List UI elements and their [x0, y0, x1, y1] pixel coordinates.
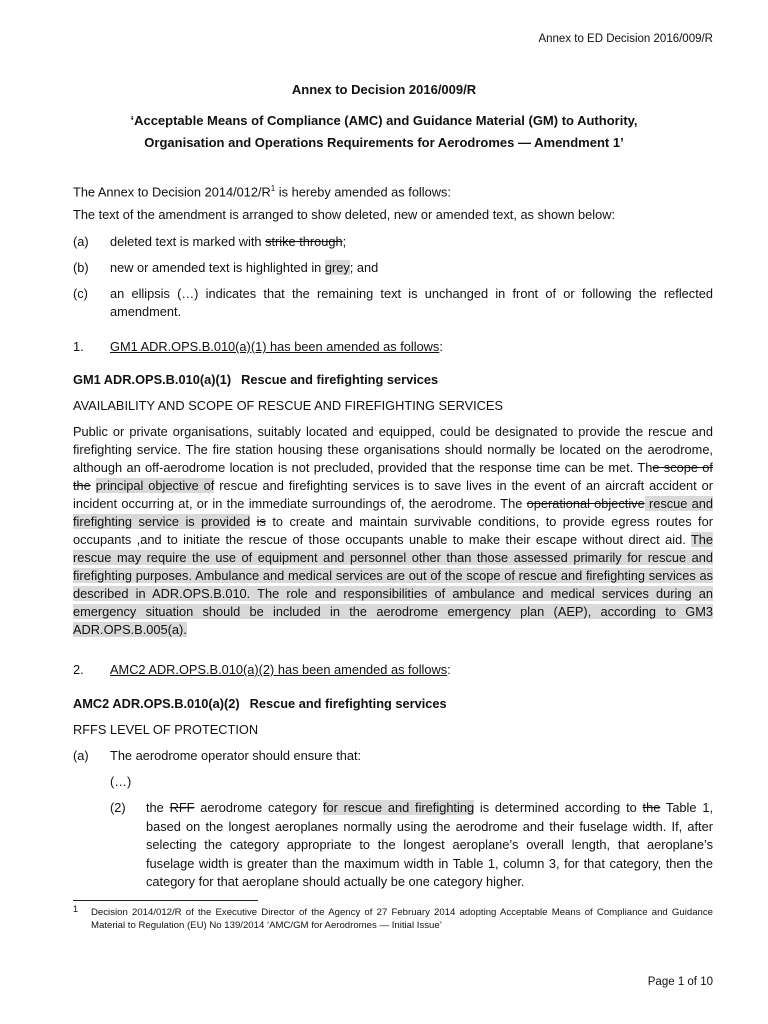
amc-subitem-2 — [110, 799, 713, 892]
page-number: Page 1 of 10 — [647, 976, 713, 988]
amc-item-a — [73, 747, 713, 765]
legend-text: an ellipsis (…) indicates that the remaining text is unchanged in front of or following the reflected amendment. — [110, 286, 713, 319]
legend-item-c — [73, 285, 713, 321]
inserted-text: for rescue and firefighting — [322, 800, 475, 815]
body-text: aerodrome category — [194, 800, 323, 815]
body-text: rescue and firefighting services is to save lives in the event of an aircraft accident or incident occurring at, or in the immediate surroundings of, the aerodrome. The — [73, 478, 714, 511]
gm-reference: GM1 ADR.OPS.B.010(a)(1) — [73, 372, 232, 387]
inserted-text: principal objective of — [95, 478, 215, 493]
document-subtitle — [0, 110, 768, 154]
legend-text: ; and — [349, 260, 379, 275]
legend-text: deleted text is marked with — [110, 234, 266, 249]
amc-subject: Rescue and firefighting services — [249, 696, 447, 711]
footnote-text: Decision 2014/012/R of the Executive Director of the Agency of 27 February 2014 adopting Acceptable Means of Compliance and Guidance Material to Regulation (EU) No 139/2014 ‘AMC/GM for Aerodromes — Initial Issue’ — [91, 907, 713, 931]
amc-title — [73, 695, 713, 713]
footnote-ref[interactable]: 1 — [270, 184, 276, 193]
deleted-text: RFF — [169, 800, 195, 815]
document-title: Annex to Decision 2016/009/R — [291, 82, 477, 97]
footnote — [73, 906, 713, 932]
amc-caps-heading: RFFS LEVEL OF PROTECTION — [73, 722, 259, 737]
legend-item-b — [73, 259, 713, 277]
legend-item-label: (a) — [73, 234, 89, 249]
legend-item-a — [73, 233, 713, 251]
legend-text: new or amended text is highlighted in — [110, 260, 325, 275]
body-text: to create and maintain survivable conditions, to provide egress routes for occupants ,and to initiate the rescue of those occupants unable to make their escape without direct aid. — [73, 514, 713, 547]
subtitle-line-1: ‘Acceptable Means of Compliance (AMC) and Guidance Material (GM) to Authority, — [130, 113, 638, 128]
section-1-heading: 1. GM1 ADR.OPS.B.010(a)(1) has been amended as follows: — [73, 339, 443, 354]
section-2-heading: 2. AMC2 ADR.OPS.B.010(a)(2) has been amended as follows: — [73, 662, 451, 677]
section-number: 1. — [73, 339, 84, 354]
intro-text-b: is hereby amended as follows: — [275, 184, 451, 200]
legend-text: ; — [342, 234, 347, 249]
gm-subject: Rescue and firefighting services — [241, 372, 439, 387]
footnote-number: 1 — [73, 904, 79, 914]
body-text: Public or private organisations, suitably located and equipped, could be designated to provide the rescue and firefighting service. The fire station housing these organisations should normally be located on the aerodrome, although an off-aerodrome location is not precluded, provided that the response time can be met. Th — [73, 424, 713, 475]
item-text: The aerodrome operator should ensure that: — [110, 748, 362, 763]
body-text: the — [146, 800, 170, 815]
section-number: 2. — [73, 662, 84, 677]
amc-reference: AMC2 ADR.OPS.B.010(a)(2) — [73, 696, 240, 711]
deleted-text: is — [256, 514, 266, 529]
inserted-text: The rescue may require the use of equipment and personnel other than those assessed primarily for rescue and firefighting purposes. Ambulance and medical services are out of the scope of rescue and firefighting services as described in ADR.OPS.B.010. The role and responsibilities of ambulance and medical services during an emergency situation should be included in the aerodrome emergency plan (AEP), according to GM3 ADR.OPS.B.005(a). — [73, 532, 713, 637]
subtitle-line-2: Organisation and Operations Requirements for Aerodromes — Amendment 1’ — [144, 135, 624, 150]
item-label: (2) — [110, 800, 126, 815]
highlight-sample: grey — [324, 260, 350, 275]
running-header: Annex to ED Decision 2016/009/R — [538, 33, 713, 45]
legend-item-label: (c) — [73, 286, 88, 301]
gm-body-paragraph — [73, 423, 713, 639]
gm-title — [73, 371, 713, 389]
gm-caps-heading: AVAILABILITY AND SCOPE OF RESCUE AND FIREFIGHTING SERVICES — [73, 398, 503, 413]
section-heading-text: AMC2 ADR.OPS.B.010(a)(2) has been amended as follows — [110, 662, 448, 677]
ellipsis-marker: (…) — [110, 774, 132, 789]
section-heading-text: GM1 ADR.OPS.B.010(a)(1) has been amended as follows — [110, 339, 440, 354]
arrangement-paragraph: The text of the amendment is arranged to show deleted, new or amended text, as shown below: — [73, 207, 616, 222]
item-label: (a) — [73, 748, 89, 763]
footnote-separator — [73, 900, 258, 901]
intro-paragraph — [73, 180, 713, 201]
body-text: Table 1, based on the longest aeroplanes normally using the aerodrome and their fuselage width. If, after selecting the category appropriate to the longest aeroplane’s overall length, that aeroplane’s fuselage width is greater than the maximum width in Table 1, column 3, for that category, then the category for that aeroplane should actually be one category higher. — [146, 800, 713, 889]
deleted-text: operational objective — [526, 496, 645, 511]
body-text: is determined according to — [474, 800, 643, 815]
strike-sample: strike through — [265, 234, 343, 249]
intro-text-a: The Annex to Decision 2014/012/R — [73, 184, 271, 200]
legend-item-label: (b) — [73, 260, 89, 275]
deleted-text: e scope of the — [73, 460, 713, 493]
deleted-text: the — [642, 800, 661, 815]
inserted-text: rescue and firefighting service is provided — [73, 496, 713, 529]
